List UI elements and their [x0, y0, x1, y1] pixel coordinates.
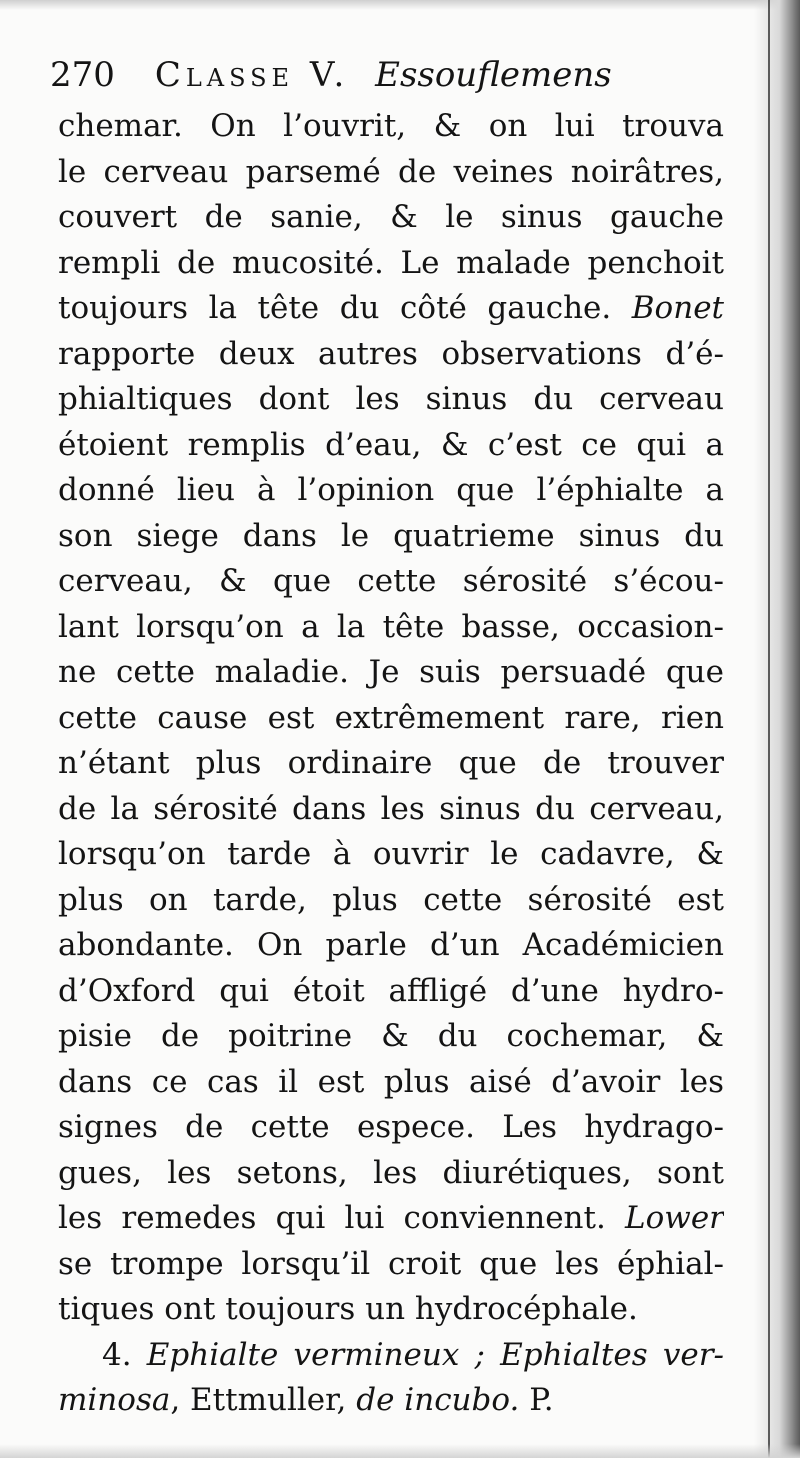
- text-segment: rempli de mucosité. Le malade penchoit: [58, 244, 724, 281]
- running-head-title: Essouflemens: [375, 55, 612, 95]
- body-text: [58, 104, 724, 1424]
- text-line: [58, 423, 724, 469]
- page-bottom-shadow: [0, 1444, 800, 1458]
- text-line: [58, 605, 724, 651]
- text-line: [58, 150, 724, 196]
- italic-text-segment: Ephialte vermineux ; Ephialtes ver-: [146, 1336, 724, 1373]
- page-number: 270: [50, 55, 115, 95]
- text-line: [58, 332, 724, 378]
- text-segment: ne cette maladie. Je suis persuadé que: [58, 654, 724, 690]
- text-segment: abondante. On parle d’un Académicien: [58, 927, 724, 963]
- text-segment: gues, les setons, les diurétiques, sont: [58, 1154, 724, 1191]
- binding-edge-line: [768, 0, 770, 1458]
- text-segment: étoient remplis d’eau, & c’est ce qui a: [58, 426, 724, 463]
- text-line: [58, 1151, 724, 1197]
- page-top-shadow: [0, 0, 800, 10]
- text-segment: cerveau, & que cette sérosité s’écou-: [58, 563, 724, 599]
- text-segment: lant lorsqu’on a la tête basse, occasion-: [58, 608, 724, 645]
- italic-text-segment: Bonet: [631, 290, 724, 326]
- italic-text-segment: minosa: [58, 1382, 171, 1418]
- text-segment: le cerveau parsemé de veines noirâtres,: [58, 153, 724, 190]
- text-line: [58, 923, 724, 969]
- text-segment: couvert de sanie, & le sinus gauche: [58, 199, 724, 235]
- text-line: [58, 1287, 724, 1333]
- text-segment: se trompe lorsqu’il croit que les éphial-: [58, 1245, 724, 1282]
- running-head: [155, 52, 612, 98]
- italic-text-segment: de incubo.: [356, 1382, 520, 1418]
- text-line: [58, 969, 724, 1015]
- text-line: [58, 104, 724, 150]
- text-line: [58, 787, 724, 833]
- text-line: [58, 1196, 724, 1242]
- text-segment: dans ce cas il est plus aisé d’avoir les: [58, 1063, 724, 1100]
- text-line: [58, 1060, 724, 1106]
- text-line: [58, 286, 724, 332]
- text-line: [58, 741, 724, 787]
- binding-gutter: [754, 0, 800, 1458]
- text-line: [58, 1333, 724, 1379]
- text-segment: son siege dans le quatrieme sinus du: [58, 517, 724, 554]
- text-line: [58, 1105, 724, 1151]
- text-segment: signes de cette espece. Les hydrago-: [58, 1109, 724, 1145]
- text-segment: P.: [519, 1382, 554, 1418]
- text-segment: tiques ont toujours un hydrocéphale.: [58, 1291, 638, 1327]
- text-segment: , Ettmuller,: [170, 1382, 357, 1418]
- text-line: [58, 1014, 724, 1060]
- text-segment: lorsqu’on tarde à ouvrir le cadavre, &: [58, 836, 724, 872]
- text-line: [58, 559, 724, 605]
- text-segment: plus on tarde, plus cette sérosité est: [58, 881, 724, 918]
- text-segment: rapporte deux autres observations d’é-: [58, 335, 724, 372]
- text-segment: chemar. On l’ouvrit, & on lui trouva: [58, 108, 724, 144]
- text-segment: pisie de poitrine & du cochemar, &: [58, 1018, 724, 1054]
- text-line: [58, 650, 724, 696]
- text-line: [58, 377, 724, 423]
- page-header: [50, 52, 750, 98]
- text-segment: de la sérosité dans les sinus du cerveau,: [58, 790, 724, 827]
- text-segment: donné lieu à l’opinion que l’éphialte a: [58, 472, 724, 508]
- text-line: [58, 1378, 724, 1424]
- text-line: [58, 468, 724, 514]
- text-segment: cette cause est extrêmement rare, rien: [58, 699, 724, 736]
- text-line: [58, 878, 724, 924]
- text-line: [58, 514, 724, 560]
- running-head-class: Classe V.: [154, 55, 350, 95]
- text-segment: toujours la tête du côté gauche.: [58, 290, 632, 326]
- text-line: [58, 832, 724, 878]
- text-segment: phialtiques dont les sinus du cerveau: [58, 381, 724, 417]
- text-line: [58, 241, 724, 287]
- text-segment: d’Oxford qui étoit affligé d’une hydro-: [58, 972, 724, 1009]
- text-line: [58, 1242, 724, 1288]
- text-line: [58, 696, 724, 742]
- text-segment: les remedes qui lui conviennent.: [58, 1200, 626, 1236]
- text-line: [58, 195, 724, 241]
- text-segment: 4.: [102, 1336, 147, 1373]
- text-segment: n’étant plus ordinaire que de trouver: [58, 745, 724, 781]
- italic-text-segment: Lower: [625, 1200, 724, 1236]
